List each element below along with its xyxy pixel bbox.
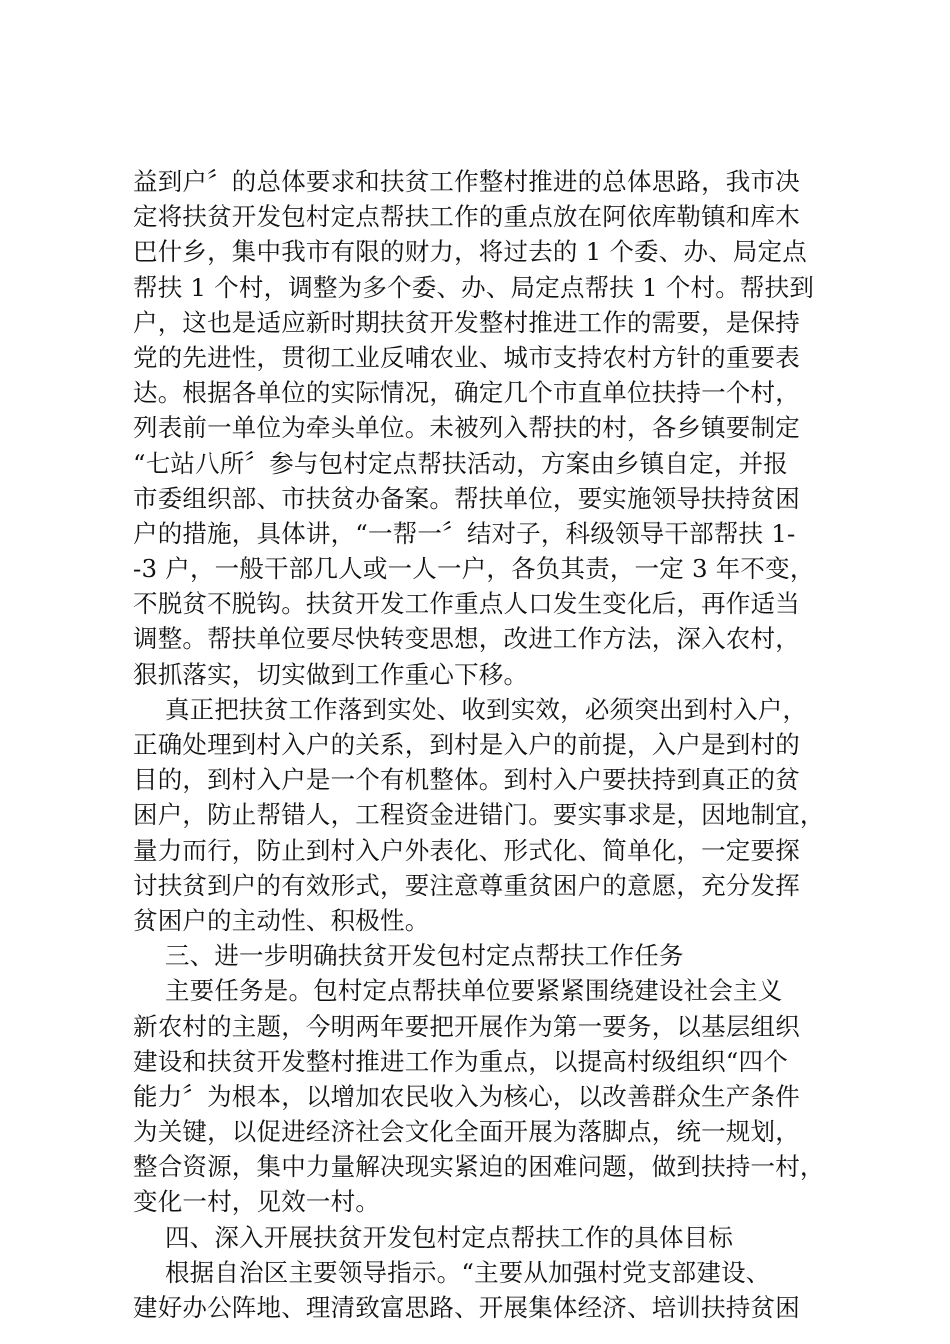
- text-line: 调整。帮扶单位要尽快转变思想，改进工作方法，深入农村，: [133, 624, 800, 654]
- text-line: 帮扶 1 个村，调整为多个委、办、局定点帮扶 1 个村。帮扶到: [133, 272, 815, 302]
- text-line: 困户，防止帮错人，工程资金进错门。要实事求是，因地制宜，: [133, 800, 825, 830]
- text-line: 量力而行，防止到村入户外表化、形式化、简单化，一定要探: [133, 835, 800, 865]
- text-line: 不脱贫不脱钩。扶贫开发工作重点人口发生变化后，再作适当: [133, 589, 800, 619]
- text-line: 益到户〞的总体要求和扶贫工作整村推进的总体思路，我市决: [133, 167, 800, 196]
- text-line: 根据自治区主要领导指示。“主要从加强村党支部建设、: [133, 1257, 771, 1287]
- document-body: [133, 164, 833, 1325]
- section-heading: 三、进一步明确扶贫开发包村定点帮扶工作任务: [133, 941, 684, 971]
- text-line: 户，这也是适应新时期扶贫开发整村推进工作的需要，是保持: [133, 307, 800, 337]
- text-line: 能力〞为根本，以增加农民收入为核心，以改善群众生产条件: [133, 1081, 800, 1111]
- text-line: 主要任务是。包村定点帮扶单位要紧紧围绕建设社会主义: [133, 976, 783, 1006]
- text-line: 为关键，以促进经济社会文化全面开展为落脚点，统一规划，: [133, 1117, 800, 1147]
- text-line: 定将扶贫开发包村定点帮扶工作的重点放在阿依库勒镇和库木: [133, 202, 800, 232]
- text-line: 正确处理到村入户的关系，到村是入户的前提，入户是到村的: [133, 730, 800, 759]
- text-line: 变化一村，见效一村。: [133, 1187, 380, 1217]
- text-line: 党的先进性，贯彻工业反哺农业、城市支持农村方针的重要表: [133, 342, 800, 372]
- text-line: 贫困户的主动性、积极性。: [133, 905, 430, 935]
- text-line: 建好办公阵地、理清致富思路、开展集体经济、培训扶持贫困: [133, 1293, 800, 1322]
- text-line: 整合资源，集中力量解决现实紧迫的困难问题，做到扶持一村，: [133, 1152, 825, 1182]
- text-line: 新农村的主题，今明两年要把开展作为第一要务，以基层组织: [133, 1011, 800, 1041]
- text-line: 户的措施，具体讲，“一帮一〞结对子，科级领导干部帮扶 1-: [133, 518, 796, 548]
- text-line: 达。根据各单位的实际情况，确定几个市直单位扶持一个村，: [133, 378, 800, 408]
- text-line: “七站八所〞参与包村定点帮扶活动，方案由乡镇自定，并报: [133, 448, 788, 478]
- text-line: 市委组织部、市扶贫办备案。帮扶单位，要实施领导扶持贫困: [133, 483, 800, 513]
- text-line: 建设和扶贫开发整村推进工作为重点，以提高村级组织“四个: [133, 1046, 788, 1076]
- text-line: 讨扶贫到户的有效形式，要注意尊重贫困户的意愿，充分发挥: [133, 870, 800, 900]
- text-line: 真正把扶贫工作落到实处、收到实效，必须突出到村入户，: [133, 694, 808, 724]
- section-heading: 四、深入开展扶贫开发包村定点帮扶工作的具体目标: [133, 1222, 734, 1252]
- text-line: 目的，到村入户是一个有机整体。到村入户要扶持到真正的贫: [133, 765, 800, 795]
- text-line: -3 户，一般干部几人或一人一户，各负其责，一定 3 年不变，: [133, 554, 815, 584]
- text-line: 狠抓落实，切实做到工作重心下移。: [133, 659, 529, 689]
- text-line: 列表前一单位为牵头单位。未被列入帮扶的村，各乡镇要制定: [133, 413, 800, 443]
- text-line: 巴什乡，集中我市有限的财力，将过去的 1 个委、办、局定点: [133, 237, 807, 267]
